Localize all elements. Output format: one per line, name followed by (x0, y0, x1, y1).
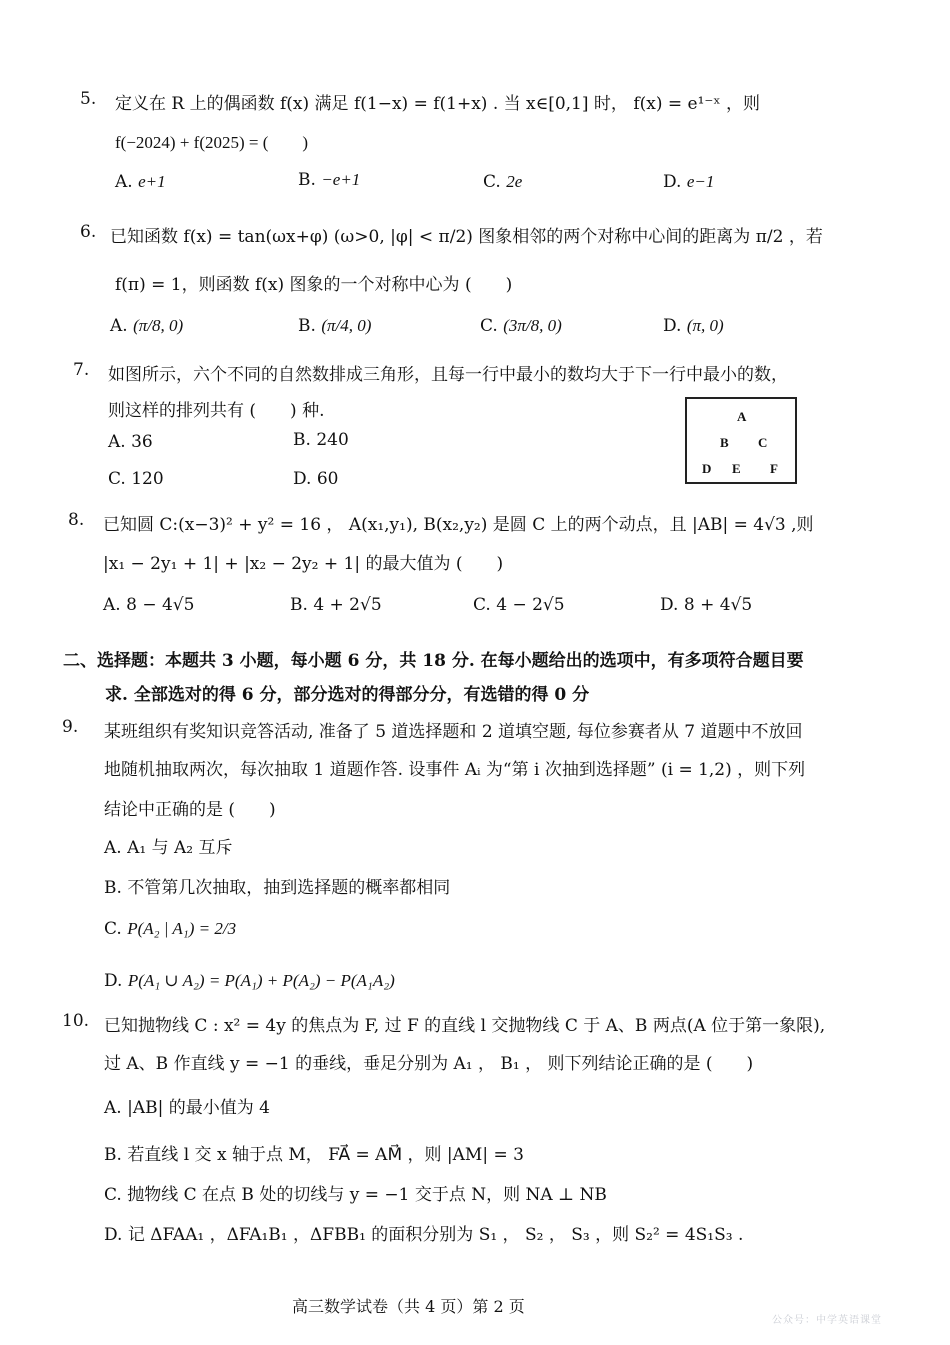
option-a: A. A₁ 与 A₂ 互斥 (104, 838, 233, 858)
question-number: 5. (80, 89, 97, 109)
figure-label-d: D (702, 461, 712, 476)
figure-label-b: B (720, 435, 729, 450)
option-d: D. 记 ΔFAA₁ ，ΔFA₁B₁ ，ΔFBB₁ 的面积分别为 S₁ ， S₂ ， S₃ ，则 S₂² = 4S₁S₃ . (104, 1225, 744, 1245)
question-stem: |x₁ − 2y₁ + 1| + |x₂ − 2y₂ + 1| 的最大值为 ( ) (103, 554, 504, 574)
option-b: B. 若直线 l 交 x 轴于点 M， FA⃗ = AM⃗ ，则 |AM| = 3 (104, 1145, 524, 1165)
figure-label-e: E (732, 461, 741, 476)
figure-label-f: F (770, 461, 778, 476)
question-stem: 过 A、B 作直线 y = −1 的垂线，垂足分别为 A₁ ， B₁ ， 则下列结论正确的是 ( ) (104, 1054, 754, 1074)
option-a: A. (π/8, 0) (110, 316, 184, 336)
question-number: 9. (62, 717, 79, 737)
question-stem: 某班组织有奖知识竞答活动, 准备了 5 道选择题和 2 道填空题, 每位参赛者从 7 道题中不放回 (104, 722, 803, 742)
option-b: B. 240 (293, 430, 349, 450)
page-footer: 高三数学试卷（共 4 页）第 2 页 (292, 1297, 525, 1316)
option-a: A. e+1 (115, 172, 166, 192)
section-heading-line: 求. 全部选对的得 6 分，部分选对的得部分分，有选错的得 0 分 (105, 685, 590, 705)
option-a: A. |AB| 的最小值为 4 (104, 1098, 270, 1118)
question-number: 7. (73, 360, 90, 380)
question-stem: 已知圆 C:(x−3)² + y² = 16 ， A(x₁,y₁), B(x₂,y₂) 是圆 C 上的两个动点，且 |AB| = 4√3 ,则 (103, 515, 814, 535)
option-c: C. 4 − 2√5 (473, 595, 565, 615)
option-d: D. e−1 (663, 172, 715, 192)
option-c: C. 抛物线 C 在点 B 处的切线与 y = −1 交于点 N，则 NA ⊥ NB (104, 1185, 607, 1205)
question-number: 6. (80, 222, 97, 242)
option-c: C. (3π/8, 0) (480, 316, 562, 336)
question-stem: 已知函数 f(x) = tan(ωx+φ) (ω>0, |φ| < π/2) 图象相邻的两个对称中心间的距离为 π/2 ，若 (110, 227, 823, 247)
question-stem: f(π) = 1，则函数 f(x) 图象的一个对称中心为 ( ) (115, 275, 513, 295)
option-d: D. 8 + 4√5 (660, 595, 753, 615)
option-c: C. 120 (108, 469, 164, 489)
option-b: B. (π/4, 0) (298, 316, 372, 336)
figure-label-c: C (758, 435, 768, 450)
question-number: 8. (68, 510, 85, 530)
question-stem: f(−2024) + f(2025) = ( ) (115, 133, 309, 152)
question-stem: 如图所示，六个不同的自然数排成三角形，且每一行中最小的数均大于下一行中最小的数， (108, 365, 788, 385)
question-number: 10. (62, 1011, 90, 1031)
question-stem: 地随机抽取两次，每次抽取 1 道题作答. 设事件 Aᵢ 为“第 i 次抽到选择题” (i = 1,2) ，则下列 (104, 760, 806, 780)
option-a: A. 8 − 4√5 (103, 595, 195, 615)
option-d: D. 60 (293, 469, 339, 489)
question-stem: 则这样的排列共有 ( ) 种. (108, 401, 325, 421)
figure-label-a: A (737, 409, 747, 424)
option-b: B. 不管第几次抽取，抽到选择题的概率都相同 (104, 878, 451, 898)
option-b: B. −e+1 (298, 170, 361, 190)
option-c: C. 2e (483, 172, 523, 192)
option-a: A. 36 (108, 432, 153, 452)
question-stem: 已知抛物线 C : x² = 4y 的焦点为 F, 过 F 的直线 l 交抛物线 C 于 A、B 两点(A 位于第一象限), (104, 1016, 826, 1036)
section-heading-line: 二、选择题：本题共 3 小题，每小题 6 分，共 18 分. 在每小题给出的选项中，有多项符合题目要 (63, 651, 804, 671)
watermark: 公众号：中学英语课堂 (772, 1315, 882, 1326)
question-stem: 定义在 R 上的偶函数 f(x) 满足 f(1−x) = f(1+x) . 当 x∈[0,1] 时， f(x) = e¹⁻ˣ ，则 (115, 94, 760, 114)
question-stem: 结论中正确的是 ( ) (104, 800, 276, 820)
option-d: D. P(A₁ ∪ A₂) = P(A₁) + P(A₂) − P(A₁A₂) (104, 971, 395, 991)
option-c: C. P(A₂ | A₁) = 2/3 (104, 919, 237, 939)
triangle-figure (685, 397, 797, 484)
option-b: B. 4 + 2√5 (290, 595, 382, 615)
option-d: D. (π, 0) (663, 316, 724, 336)
